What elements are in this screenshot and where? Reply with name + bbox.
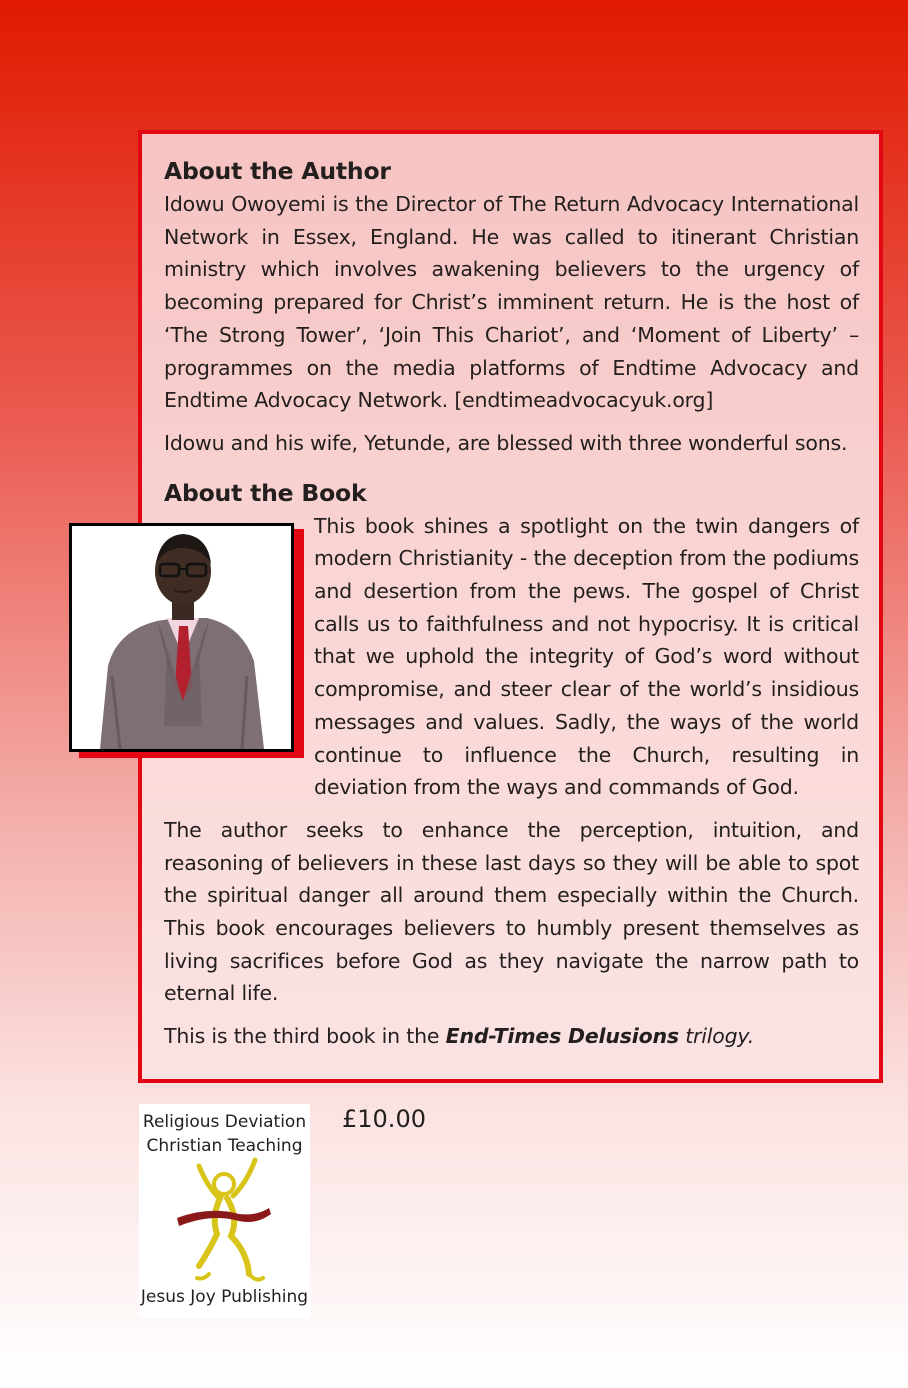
trilogy-prefix: This is the third book in the [164,1024,446,1049]
price: £10.00 [342,1105,426,1133]
category-christian-teaching: Christian Teaching [146,1136,303,1156]
author-portrait-image [72,526,291,749]
book-purpose: The author seeks to enhance the perception, intuition, and reasoning of believers in these last days so they will be able to spot the spiritual danger all around them especially within the Church. This book encourages believers to humbly present themselves as living sacrifices before God as they navigate the narrow path to eternal life. [164,817,859,1006]
author-bio: Idowu Owoyemi is the Director of The Return Advocacy International Network in Essex, England. He was called to itinerant Christian ministry which involves awakening believers to the urgency of becoming prepared for Christ’s imminent return. He is the host of ‘The Strong Tower’, ‘Join This Chariot’, and ‘Moment of Liberty’ – programmes on the media platforms of Endtime Advocacy and Endtime Advocacy Network. [endtimeadvocacyuk.org] [164,192,859,413]
category-religious-deviation: Religious Deviation [142,1112,307,1132]
category-labels [139,1110,310,1158]
author-photo [69,523,294,752]
author-heading: About the Author [164,157,391,185]
trilogy-title: End-Times Delusions [445,1024,679,1049]
trilogy-suffix: trilogy. [678,1024,755,1049]
book-description: This book shines a spotlight on the twin dangers of modern Christianity - the deception from the podiums and desertion from the pews. The gospel of Christ calls us to faithfulness and not hypocrisy. It is critical that we uphold the integrity of God’s word without compromise, and steer clear of the world’s insidious messages and values. Sadly, the ways of the world continue to influence the Church, resulting in deviation from the ways and commands of God. [314,513,859,800]
jumping-figure-icon [169,1156,279,1284]
trilogy-note [164,1020,859,1053]
publisher-logo-box [139,1104,310,1318]
author-family: Idowu and his wife, Yetunde, are blessed with three wonderful sons. [164,430,848,455]
publisher-name: Jesus Joy Publishing [140,1287,309,1307]
book-heading: About the Book [164,478,367,507]
